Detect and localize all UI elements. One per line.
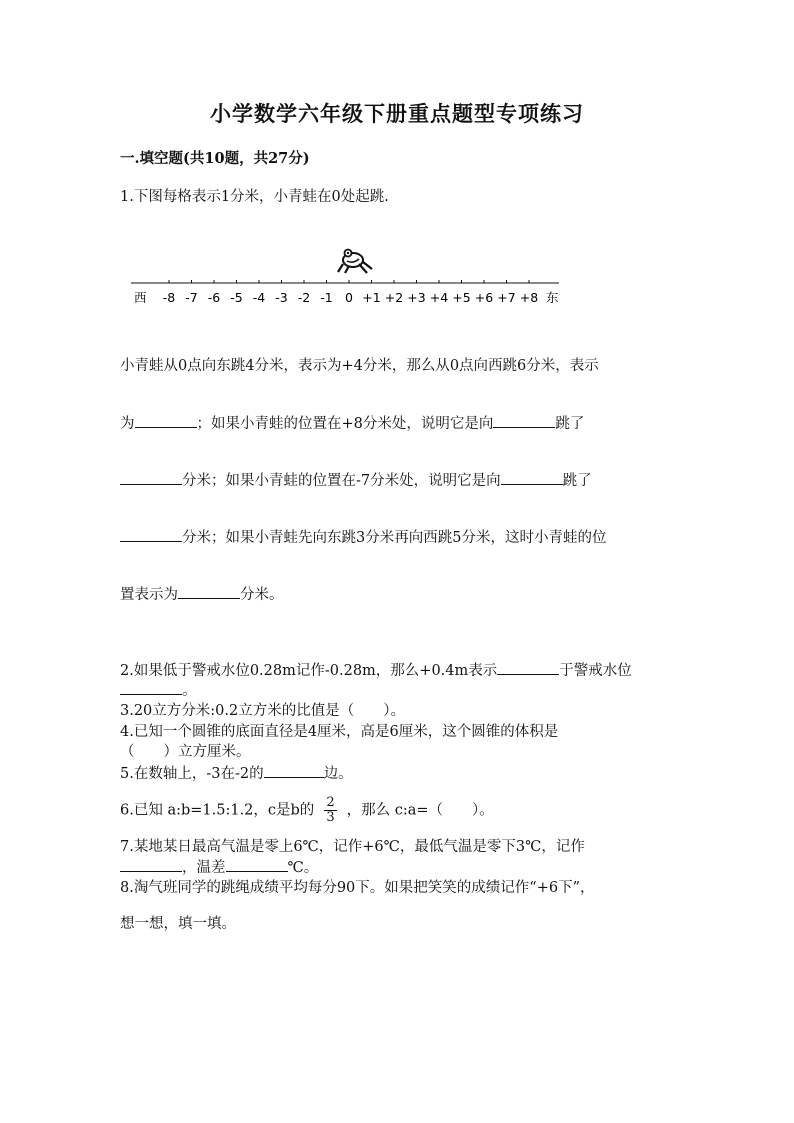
q5-line [120,763,353,784]
q1-answer-blank-6[interactable] [178,584,240,599]
number-line-tick-label: -4 [252,290,266,305]
q5-answer-blank[interactable] [264,763,324,778]
q2-line-1 [120,660,632,681]
q8-line-1: 8.淘气班同学的跳绳成绩平均每分90下。如果把笑笑的成绩记作“+6下”， [120,880,595,896]
q7-line-1: 7.某地某日最高气温是零上6℃，记作+6℃，最低气温是零下3℃，记作 [120,839,585,855]
number-line-tick-label: -2 [297,290,311,305]
number-line-west-label: 西 [134,290,147,305]
q1-answer-blank-3[interactable] [120,470,182,485]
number-line-tick-label: +8 [519,290,539,305]
number-line-tick-label: +2 [384,290,404,305]
q7-text-b: ，温差 [182,860,226,876]
q1-line-1: 小青蛙从0点向东跳4分米，表示为+4分米，那么从0点向西跳6分米，表示 [120,358,599,374]
q1-answer-blank-1[interactable] [135,413,197,428]
q6-line [120,796,494,825]
q1-line-3-text-b: 分米；如果小青蛙的位置在-7分米处，说明它是向 [182,473,501,489]
q4-line-2: （ ）立方厘米。 [120,744,251,760]
q2-text-c: 。 [182,683,197,699]
number-line-tick-label: 0 [345,290,353,305]
number-line-tick-label: +5 [452,290,471,305]
number-line-tick-label: -5 [230,290,243,305]
number-line-tick-label: +1 [362,290,381,305]
q1-line-5 [120,584,284,605]
page-title: 小学数学六年级下册重点题型专项练习 [210,101,584,126]
q1-line-2 [120,413,584,434]
q2-text-a: 2.如果低于警戒水位0.28m记作-0.28m，那么+0.4m表示 [120,663,498,679]
q6-text-b: ，那么 c:a=（ ）。 [346,802,494,819]
q1-line-2-text-b: ；如果小青蛙的位置在+8分米处，说明它是向 [196,416,494,432]
q1-answer-blank-2[interactable] [493,413,555,428]
number-line-tick-label: +3 [407,290,426,305]
q2-line-2 [120,680,197,701]
q2-answer-blank-2[interactable] [120,680,182,695]
q5-text-a: 5.在数轴上，-3在-2的 [120,766,264,782]
q1-line-5-text-a: 置表示为 [120,587,178,603]
q1-intro: 1.下图每格表示1分米，小青蛙在0处起跳. [120,189,389,205]
section-heading: 一.填空题(共10题，共27分) [120,150,310,167]
number-line-east-label: 东 [546,290,559,305]
frog-icon [338,250,372,274]
q8-line-2: 想一想，填一填。 [120,916,236,932]
number-line-tick-label: +7 [497,290,516,305]
number-line-tick-label: +6 [474,290,494,305]
q2-text-b: 于警戒水位 [559,663,632,679]
q1-line-3-text-c: 跳了 [562,473,592,489]
q1-line-4 [120,527,606,548]
number-line-tick-label: -1 [320,290,333,305]
q4-line-1: 4.已知一个圆锥的底面直径是4厘米，高是6厘米，这个圆锥的体积是 [120,724,559,740]
q5-text-b: 边。 [323,766,353,782]
q1-line-2-text-a: 为 [120,416,135,432]
q3-line: 3.20立方分米:0.2立方米的比值是（ ）。 [120,703,405,719]
q7-line-2 [120,857,318,878]
number-line [125,236,575,318]
number-line-tick-label: -8 [162,290,176,305]
number-line-tick-label: -7 [185,290,198,305]
q6-fraction-numerator: 2 [326,795,335,810]
q6-text-a: 6.已知 a:b=1.5:1.2，c是b的 [120,802,315,819]
q1-answer-blank-4[interactable] [501,470,563,485]
q2-answer-blank-1[interactable] [497,660,559,675]
q1-answer-blank-5[interactable] [120,527,182,542]
q1-line-3 [120,470,592,491]
q7-answer-blank-1[interactable] [120,857,182,872]
number-line-tick-label: -6 [207,290,221,305]
q1-line-2-text-c: 跳了 [555,416,585,432]
q7-answer-blank-2[interactable] [226,857,288,872]
number-line-tick-label: +4 [429,290,449,305]
q6-fraction [324,796,336,825]
number-line-tick-label: -3 [275,290,288,305]
q7-text-c: ℃。 [287,860,319,876]
q1-line-4-text-b: 分米；如果小青蛙先向东跳3分米再向西跳5分米，这时小青蛙的位 [182,530,607,546]
q6-fraction-denominator: 3 [326,810,335,825]
q1-line-5-text-b: 分米。 [240,587,284,603]
